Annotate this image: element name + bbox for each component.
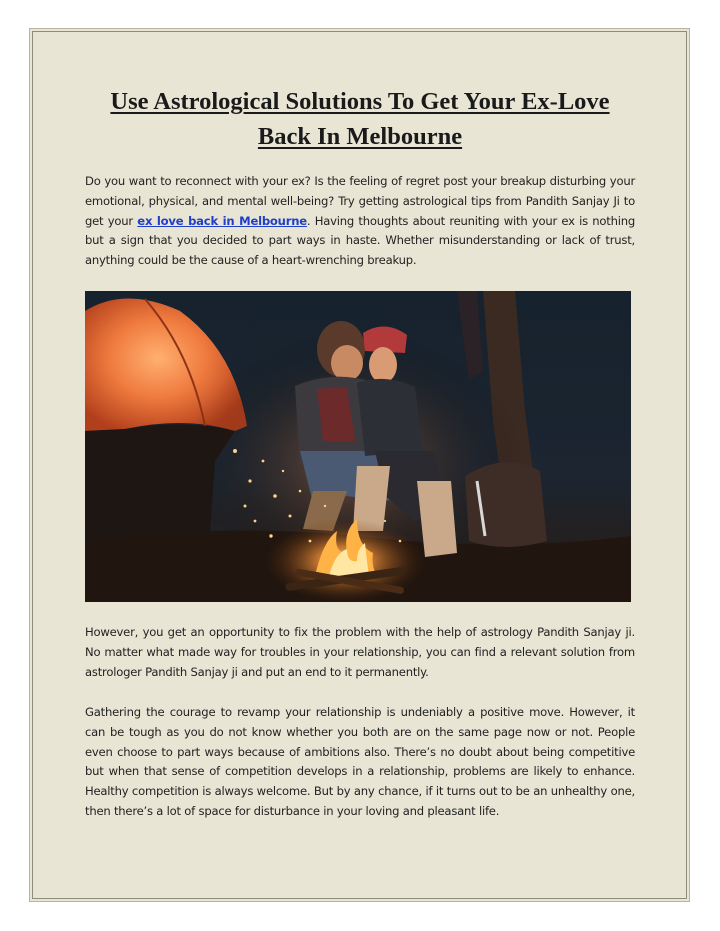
- paragraph-relationship: Gathering the courage to revamp your relationship is undeniably a positive move. However, it can be tough as you do not know whether you both are on the same page now or not. People even choose to part ways because of ambitions also. There’s no doubt about being competitive but when that sense of competition develops in a relationship, problems are likely to enhance. Healthy competition is always welcome. But by any chance, if it turns out to be an unhealthy one, then there’s a lot of space for disturbance in your loving and pleasant life.: [85, 705, 635, 818]
- ex-love-melbourne-link[interactable]: ex love back in Melbourne: [137, 213, 307, 228]
- paragraph-intro-text-before: Do you want to reconnect with your ex? Is the feeling of regret post your breakup disturbing your emotional, physical, and mental well-being? Try getting astrological tips from Pandith Sanjay Ji to get your: [85, 174, 635, 228]
- paragraph-intro-text-after: . Having thoughts about reuniting with your ex is nothing but a sign that you decided to part ways in haste. Whether misunderstanding or lack of trust, anything could be the cause of a heart-wrenching breakup.: [85, 213, 636, 268]
- paragraph-solution: However, you get an opportunity to fix the problem with the help of astrology Pandith Sanjay ji. No matter what made way for troubles in your relationship, you can find a relevant solution from astrologer Pandith Sanjay ji and put an end to it permanently.: [85, 625, 635, 679]
- article-title: Use Astrological Solutions To Get Your Ex-Love Back In Melbourne: [110, 88, 610, 150]
- paragraph-intro: [85, 172, 635, 271]
- couple-campfire-photo: [85, 291, 631, 602]
